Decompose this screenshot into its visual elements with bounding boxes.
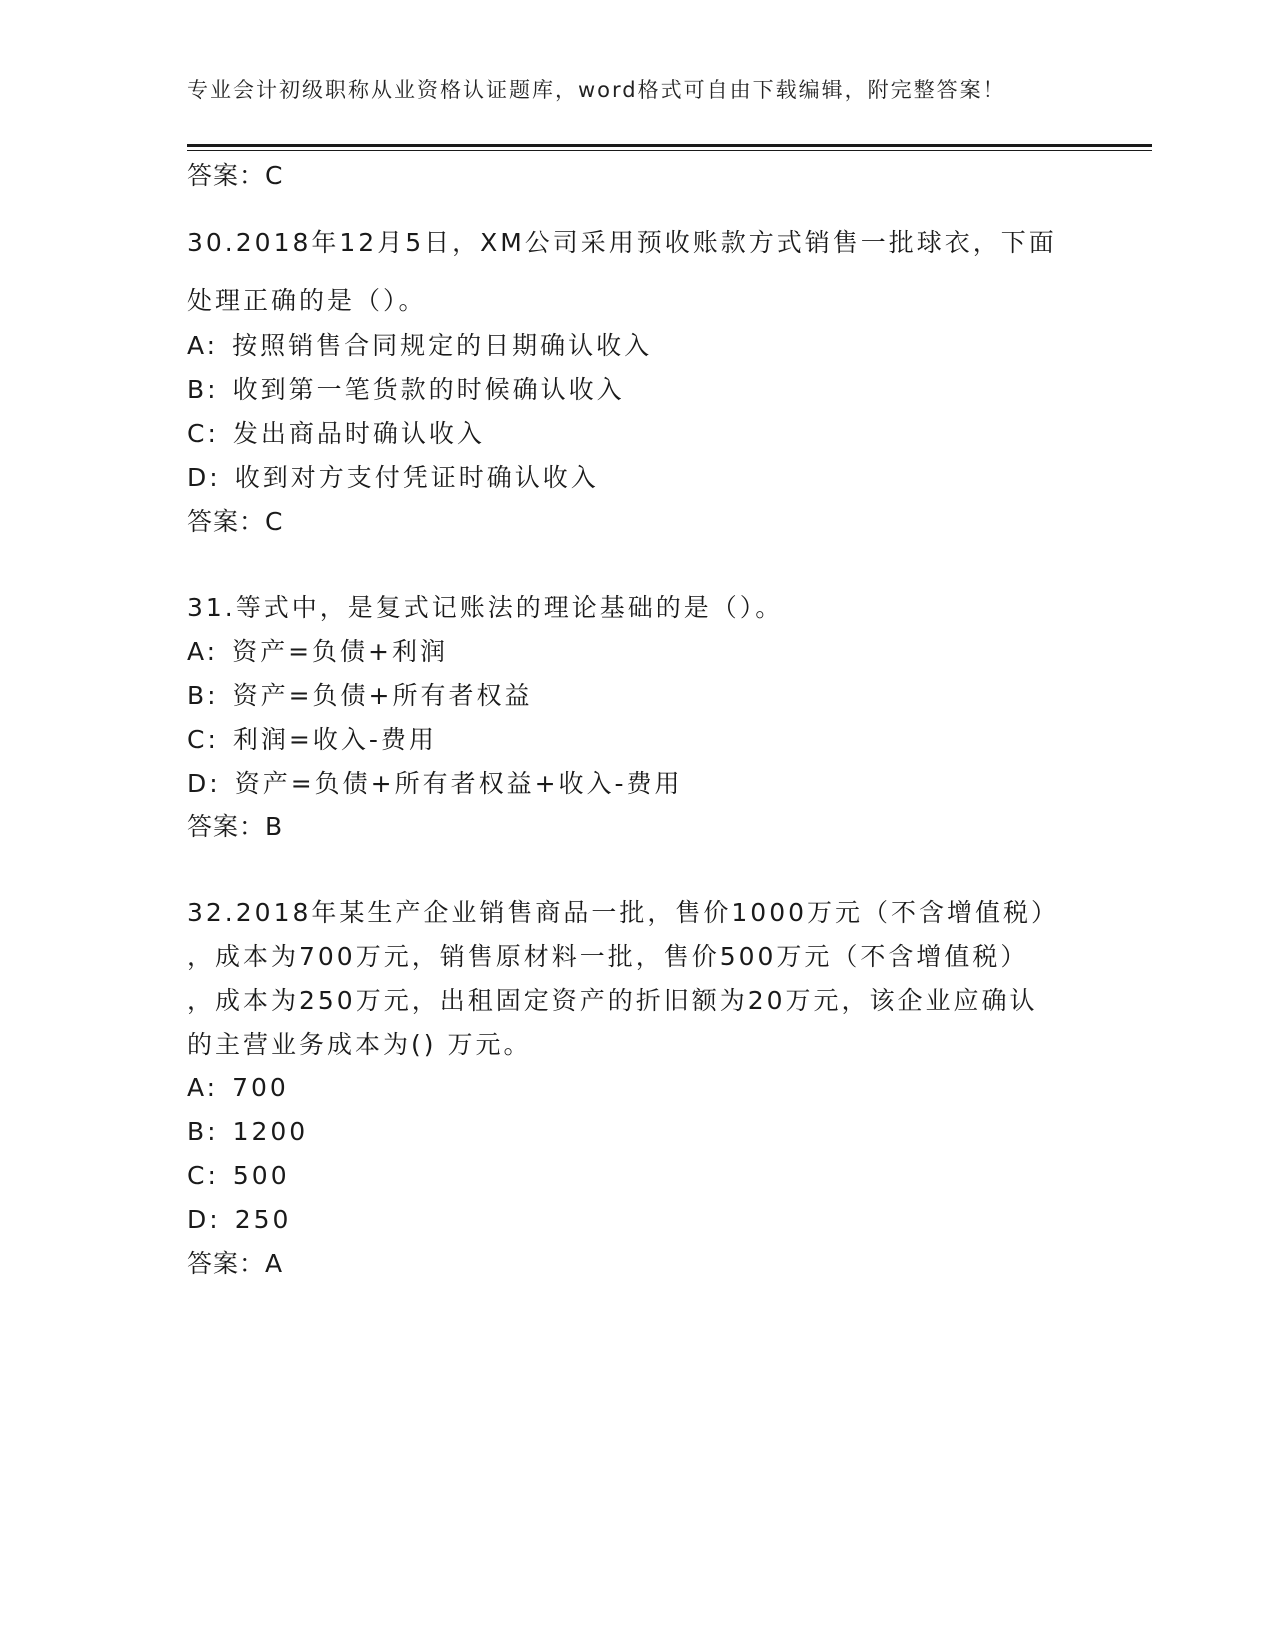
option-c: [187, 418, 485, 450]
option-key: D:: [187, 1205, 221, 1234]
option-key: D:: [187, 463, 221, 492]
option-text: 资产=负债+利润: [232, 637, 448, 666]
option-a: [187, 636, 448, 668]
answer: 答案：B: [187, 812, 284, 841]
option-key: C:: [187, 419, 219, 448]
option-key: D:: [187, 769, 221, 798]
question-stem-line: 的主营业务成本为() 万元。: [187, 1030, 532, 1059]
question-stem-line: 处理正确的是（）。: [187, 286, 427, 315]
page-header: 专业会计初级职称从业资格认证题库，word格式可自由下载编辑，附完整答案！: [187, 78, 1006, 102]
option-text: 发出商品时确认收入: [232, 419, 485, 448]
answer: 答案：A: [187, 1249, 284, 1278]
option-text: 按照销售合同规定的日期确认收入: [232, 331, 653, 360]
previous-answer: 答案：C: [187, 161, 284, 190]
question-stem-line: ，成本为700万元，销售原材料一批，售价500万元（不含增值税）: [187, 942, 1029, 971]
header-rule-thin: [187, 150, 1152, 151]
option-key: A:: [187, 331, 219, 360]
option-key: C:: [187, 725, 219, 754]
option-text: 700: [232, 1073, 289, 1102]
option-b: [187, 680, 532, 712]
option-text: 资产=负债+所有者权益+收入-费用: [234, 769, 683, 798]
option-text: 500: [232, 1161, 290, 1190]
option-a: [187, 1072, 289, 1104]
option-b: [187, 1116, 308, 1148]
option-c: [187, 724, 437, 756]
option-key: B:: [187, 681, 219, 710]
answer: 答案：C: [187, 507, 284, 536]
option-key: C:: [187, 1161, 219, 1190]
option-d: [187, 768, 683, 800]
option-text: 收到第一笔货款的时候确认收入: [232, 375, 625, 404]
option-c: [187, 1160, 290, 1192]
option-text: 1200: [232, 1117, 309, 1146]
option-key: A:: [187, 1073, 219, 1102]
option-key: B:: [187, 1117, 219, 1146]
option-text: 利润=收入-费用: [232, 725, 437, 754]
option-text: 资产=负债+所有者权益: [232, 681, 533, 710]
option-d: [187, 1204, 291, 1236]
question-stem-line: 31.等式中，是复式记账法的理论基础的是（）。: [187, 593, 784, 622]
option-b: [187, 374, 625, 406]
header-rule-thick: [187, 144, 1152, 147]
question-stem-line: 30.2018年12月5日，XM公司采用预收账款方式销售一批球衣，下面: [187, 228, 1057, 257]
option-text: 收到对方支付凭证时确认收入: [234, 463, 599, 492]
option-text: 250: [234, 1205, 292, 1234]
question-stem-line: 32.2018年某生产企业销售商品一批，售价1000万元（不含增值税）: [187, 898, 1060, 927]
option-key: B:: [187, 375, 219, 404]
option-key: A:: [187, 637, 219, 666]
option-a: [187, 330, 652, 362]
option-d: [187, 462, 599, 494]
question-stem-line: ，成本为250万元，出租固定资产的折旧额为20万元，该企业应确认: [187, 986, 1038, 1015]
